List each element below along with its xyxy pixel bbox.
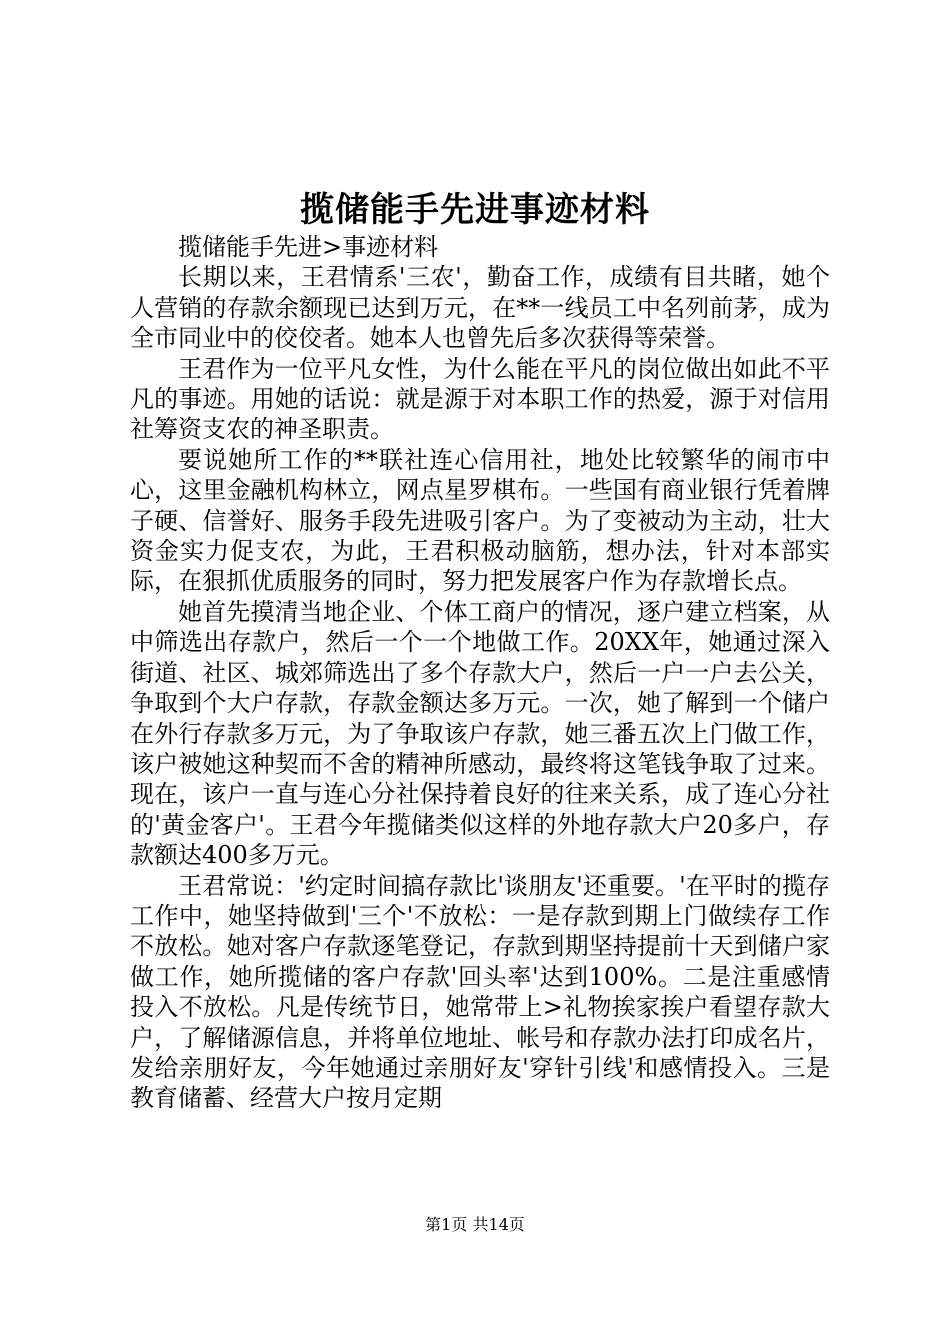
paragraph: 她首先摸清当地企业、个体工商户的情况，逐户建立档案，从中筛选出存款户，然后一个一个地做工作。20XX年，她通过深入街道、社区、城郊筛选出了多个存款大户，然后一户一户去公关，争取到个大户存款，存款金额达多万元。一次，她了解到一个储户在外行存款多万元，为了争取该户存款，她三番五次上门做工作，该户被她这种契而不舍的精神所感动，最终将这笔钱争取了过来。现在，该户一直与连心分社保持着良好的往来关系，成了连心分社的'黄金客户'。王君今年揽储类似这样的外地存款大户20多户，存款额达400多万元。 [130, 597, 830, 870]
document-title: 揽储能手先进事迹材料 [300, 190, 650, 230]
document-body [130, 232, 830, 1114]
paragraph: 揽储能手先进>事迹材料 [178, 233, 439, 261]
paragraph: 王君常说：'约定时间搞存款比'谈朋友'还重要。'在平时的揽存工作中，她坚持做到'三个'不放松：一是存款到期上门做续存工作不放松。她对客户存款逐笔登记，存款到期坚持提前十天到储户家做工作，她所揽储的客户存款'回头率'达到100%。二是注重感情投入不放松。凡是传统节日，她常带上>礼物挨家挨户看望存款大户，了解储源信息，并将单位地址、帐号和存款办法打印成名片，发给亲朋好友，今年她通过亲朋好友'穿针引线'和感情投入。三是教育储蓄、经营大户按月定期 [130, 871, 830, 1113]
page-number-footer: 第1页 共14页 [425, 1215, 525, 1234]
paragraph: 王君作为一位平凡女性，为什么能在平凡的岗位做出如此不平凡的事迹。用她的话说：就是源于对本职工作的热爱，源于对信用社筹资支农的神圣职责。 [130, 354, 830, 444]
paragraph: 长期以来，王君情系'三农'，勤奋工作，成绩有目共睹，她个人营销的存款余额现已达到万元，在**一线员工中名列前茅，成为全市同业中的佼佼者。她本人也曾先后多次获得等荣誉。 [130, 263, 830, 353]
paragraph: 要说她所工作的**联社连心信用社，地处比较繁华的闹市中心，这里金融机构林立，网点星罗棋布。一些国有商业银行凭着牌子硬、信誉好、服务手段先进吸引客户。为了变被动为主动，壮大资金实力促支农，为此，王君积极动脑筋，想办法，针对本部实际，在狠抓优质服务的同时，努力把发展客户作为存款增长点。 [130, 445, 830, 596]
